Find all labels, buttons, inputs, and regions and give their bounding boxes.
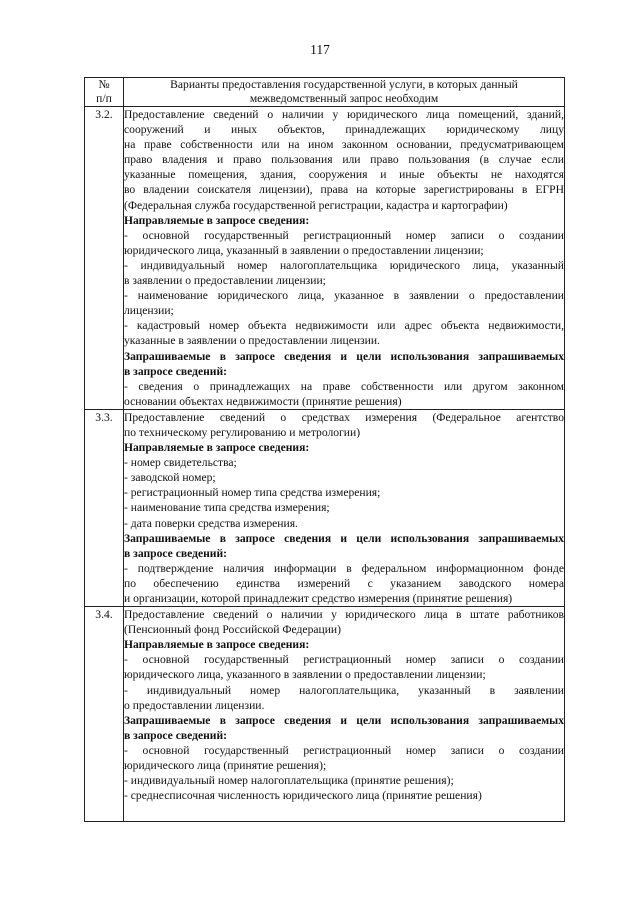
text-line: юридического лица, указанный в заявлении о предоставлении лицензии; — [124, 243, 484, 257]
section-heading: в запросе сведений: — [124, 728, 228, 742]
text-line: - кадастровый номер объекта недвижимости или адрес объекта недвижимости, — [124, 319, 564, 333]
requests-table — [84, 77, 565, 822]
text-line: - индивидуальный номер налогоплательщика (принятие решения); — [124, 774, 454, 788]
section-heading: Запрашиваемые в запросе сведения и цели использования запрашиваемых — [124, 349, 564, 363]
text-line: основании объектах недвижимости (принятие решения) — [124, 394, 402, 408]
text-line: на праве собственности или на ином законном основании, предусматривающем — [124, 138, 564, 152]
text-line: право владения и право пользования или право пользования (в случае если — [124, 153, 564, 167]
text-line: по техническому регулированию и метрологии) — [124, 425, 361, 439]
section-heading: в запросе сведений: — [124, 546, 228, 560]
section-heading: в запросе сведений: — [124, 364, 228, 378]
section-heading: Запрашиваемые в запросе сведения и цели использования запрашиваемых — [124, 531, 564, 545]
table-row-3-4 — [85, 607, 565, 822]
text-line: - основной государственный регистрационный номер записи о создании — [124, 653, 564, 667]
text-line: и организации, которой принадлежит средство измерения (принятие решения) — [124, 592, 513, 605]
text-line: о предоставлении лицензии. — [124, 698, 265, 712]
text-line: - заводской номер; — [124, 471, 216, 485]
row-content — [124, 607, 565, 822]
text-line: - дата поверки средства измерения. — [124, 516, 298, 530]
text-line: - номер свидетельства; — [124, 456, 237, 470]
text-line: сооружений и иных объектов, принадлежащих юридическому лицу — [124, 123, 564, 137]
text-line: по обеспечению единства измерений с указанием заводского номера — [124, 576, 564, 590]
header-variants-column — [124, 78, 565, 107]
table-row-3-3 — [85, 409, 565, 606]
row-content — [124, 107, 565, 410]
row-number: 3.4. — [85, 607, 124, 822]
text-line: указанные в заявлении о предоставлении лицензии. — [124, 334, 380, 348]
text-line: - наименование юридического лица, указанное в заявлении о предоставлении — [124, 289, 564, 303]
text-line: юридического лица, указанного в заявлении о предоставлении лицензии; — [124, 668, 486, 682]
text-line: во владении соискателя лицензии), права на которые зарегистрированы в ЕГРН — [124, 183, 564, 197]
text-line: - основной государственный регистрационный номер записи о создании — [124, 743, 564, 757]
text-line: - индивидуальный номер налогоплательщика, указанный в заявлении — [124, 683, 564, 697]
section-heading: Направляемые в запросе сведения: — [124, 213, 310, 227]
table-row-3-2 — [85, 107, 565, 410]
text-line: - индивидуальный номер налогоплательщика юридического лица, указанный — [124, 258, 564, 272]
text-line: лицензии; — [124, 304, 174, 318]
text-line: указанные помещения, здания, сооружения и иные объекты не находятся — [124, 168, 564, 182]
header-number-abbr: п/п — [96, 92, 112, 105]
header-variants-line-2: межведомственный запрос необходим — [249, 92, 439, 105]
text-line: - подтверждение наличия информации в федеральном информационном фонде — [124, 561, 564, 575]
header-number-sign: № — [98, 78, 110, 91]
text-line: (Пенсионный фонд Российской Федерации) — [124, 623, 341, 637]
row-content — [124, 409, 565, 606]
header-variants-line-1: Варианты предоставления государственной услуги, в которых данный — [170, 78, 518, 91]
text-line: - сведения о принадлежащих на праве собственности или другом законном — [124, 379, 564, 393]
section-heading: Направляемые в запросе сведения: — [124, 441, 310, 455]
text-line: - среднесписочная численность юридического лица (принятие решения) — [124, 789, 482, 803]
text-line: - наименование типа средства измерения; — [124, 501, 330, 515]
text-line: - регистрационный номер типа средства измерения; — [124, 486, 381, 500]
page-number: 117 — [310, 42, 330, 57]
section-heading: Запрашиваемые в запросе сведения и цели использования запрашиваемых — [124, 713, 564, 727]
text-line: Предоставление сведений о средствах измерения (Федеральное агентство — [124, 410, 564, 424]
row-number: 3.2. — [85, 107, 124, 410]
text-line: - основной государственный регистрационный номер записи о создании — [124, 228, 564, 242]
section-heading: Направляемые в запросе сведения: — [124, 638, 310, 652]
text-line: Предоставление сведений о наличии у юридического лица в штате работников — [124, 608, 564, 622]
row-number: 3.3. — [85, 409, 124, 606]
text-line: юридического лица (принятие решения); — [124, 759, 327, 773]
header-number-column — [85, 78, 124, 107]
text-line: (Федеральная служба государственной регистрации, кадастра и картографии) — [124, 198, 508, 212]
table-header-row — [85, 78, 565, 107]
text-line: в заявлении о предоставлении лицензии; — [124, 274, 326, 288]
text-line: Предоставление сведений о наличии у юридического лица помещений, зданий, — [124, 108, 564, 121]
